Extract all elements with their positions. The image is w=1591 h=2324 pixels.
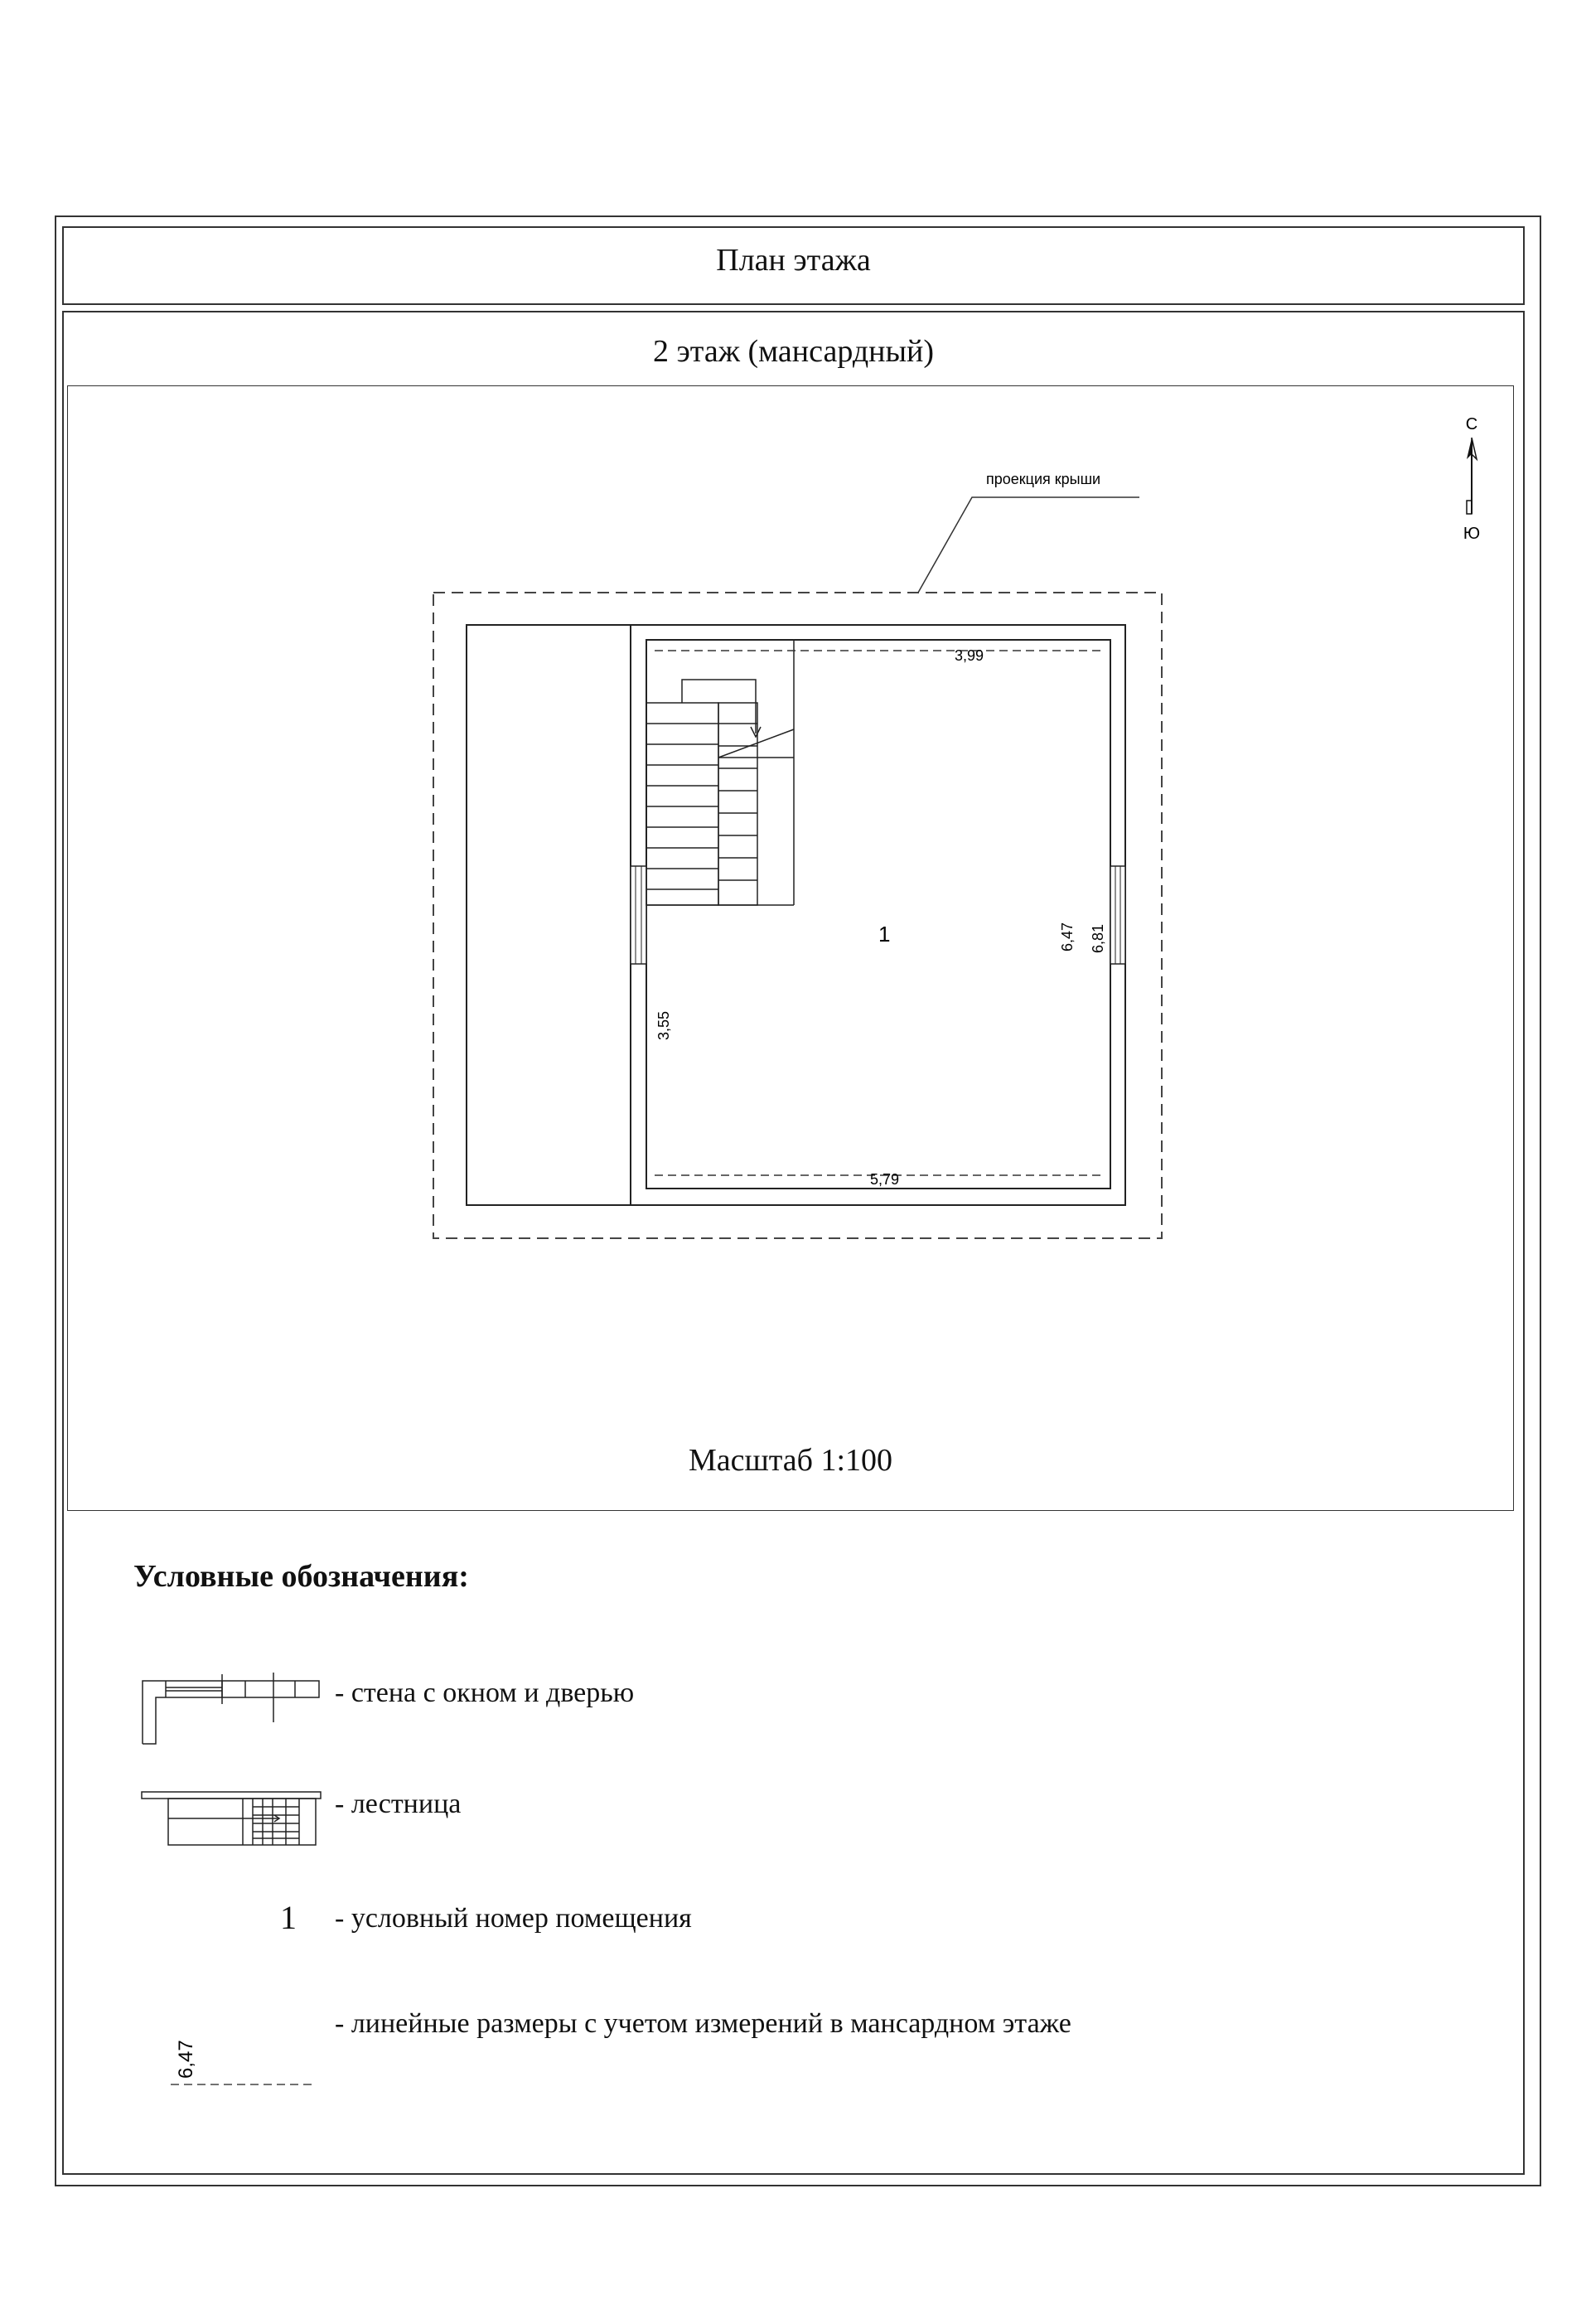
room-inner-wall — [646, 640, 1110, 1189]
roof-projection — [433, 593, 1162, 1238]
dim-right-outer-label: 6,81 — [1090, 923, 1106, 953]
legend-wall-label: - стена с окном и дверью — [335, 1678, 635, 1708]
dim-left-label: 3,55 — [655, 1010, 672, 1040]
roof-leader-line — [918, 497, 1139, 593]
legend-dimension-label: - линейные размеры с учетом измерений в мансардном этаже — [335, 2008, 1071, 2039]
page-title: План этажа — [716, 243, 871, 278]
window-right — [1110, 866, 1125, 964]
legend-wall-symbol — [133, 1673, 331, 1747]
dim-right-inner-label: 6,47 — [1059, 922, 1076, 951]
dim-top-label: 3,99 — [955, 647, 984, 664]
legend-dimension-value: 6,47 — [175, 2040, 197, 2079]
legend-room-number-label: - условный номер помещения — [335, 1903, 692, 1934]
compass-north-label: С — [1465, 415, 1478, 433]
room-number: 1 — [878, 922, 891, 947]
scale-label: Масштаб 1:100 — [688, 1443, 893, 1478]
dim-bottom-label: 5,79 — [870, 1171, 900, 1188]
window-left — [631, 866, 646, 964]
floor-title: 2 этаж (мансардный) — [652, 334, 935, 369]
compass-south-label: Ю — [1463, 525, 1481, 543]
building-outline — [467, 625, 1125, 1205]
staircase — [646, 640, 794, 905]
legend-title: Условные обозначения: — [133, 1559, 469, 1594]
roof-projection-label: проекция крыши — [986, 471, 1101, 487]
legend-stair-label: - лестница — [335, 1789, 462, 1819]
legend-dimension-symbol — [166, 1997, 315, 2089]
legend-stair-symbol — [137, 1789, 327, 1848]
legend-room-number-symbol: 1 — [280, 1899, 297, 1936]
